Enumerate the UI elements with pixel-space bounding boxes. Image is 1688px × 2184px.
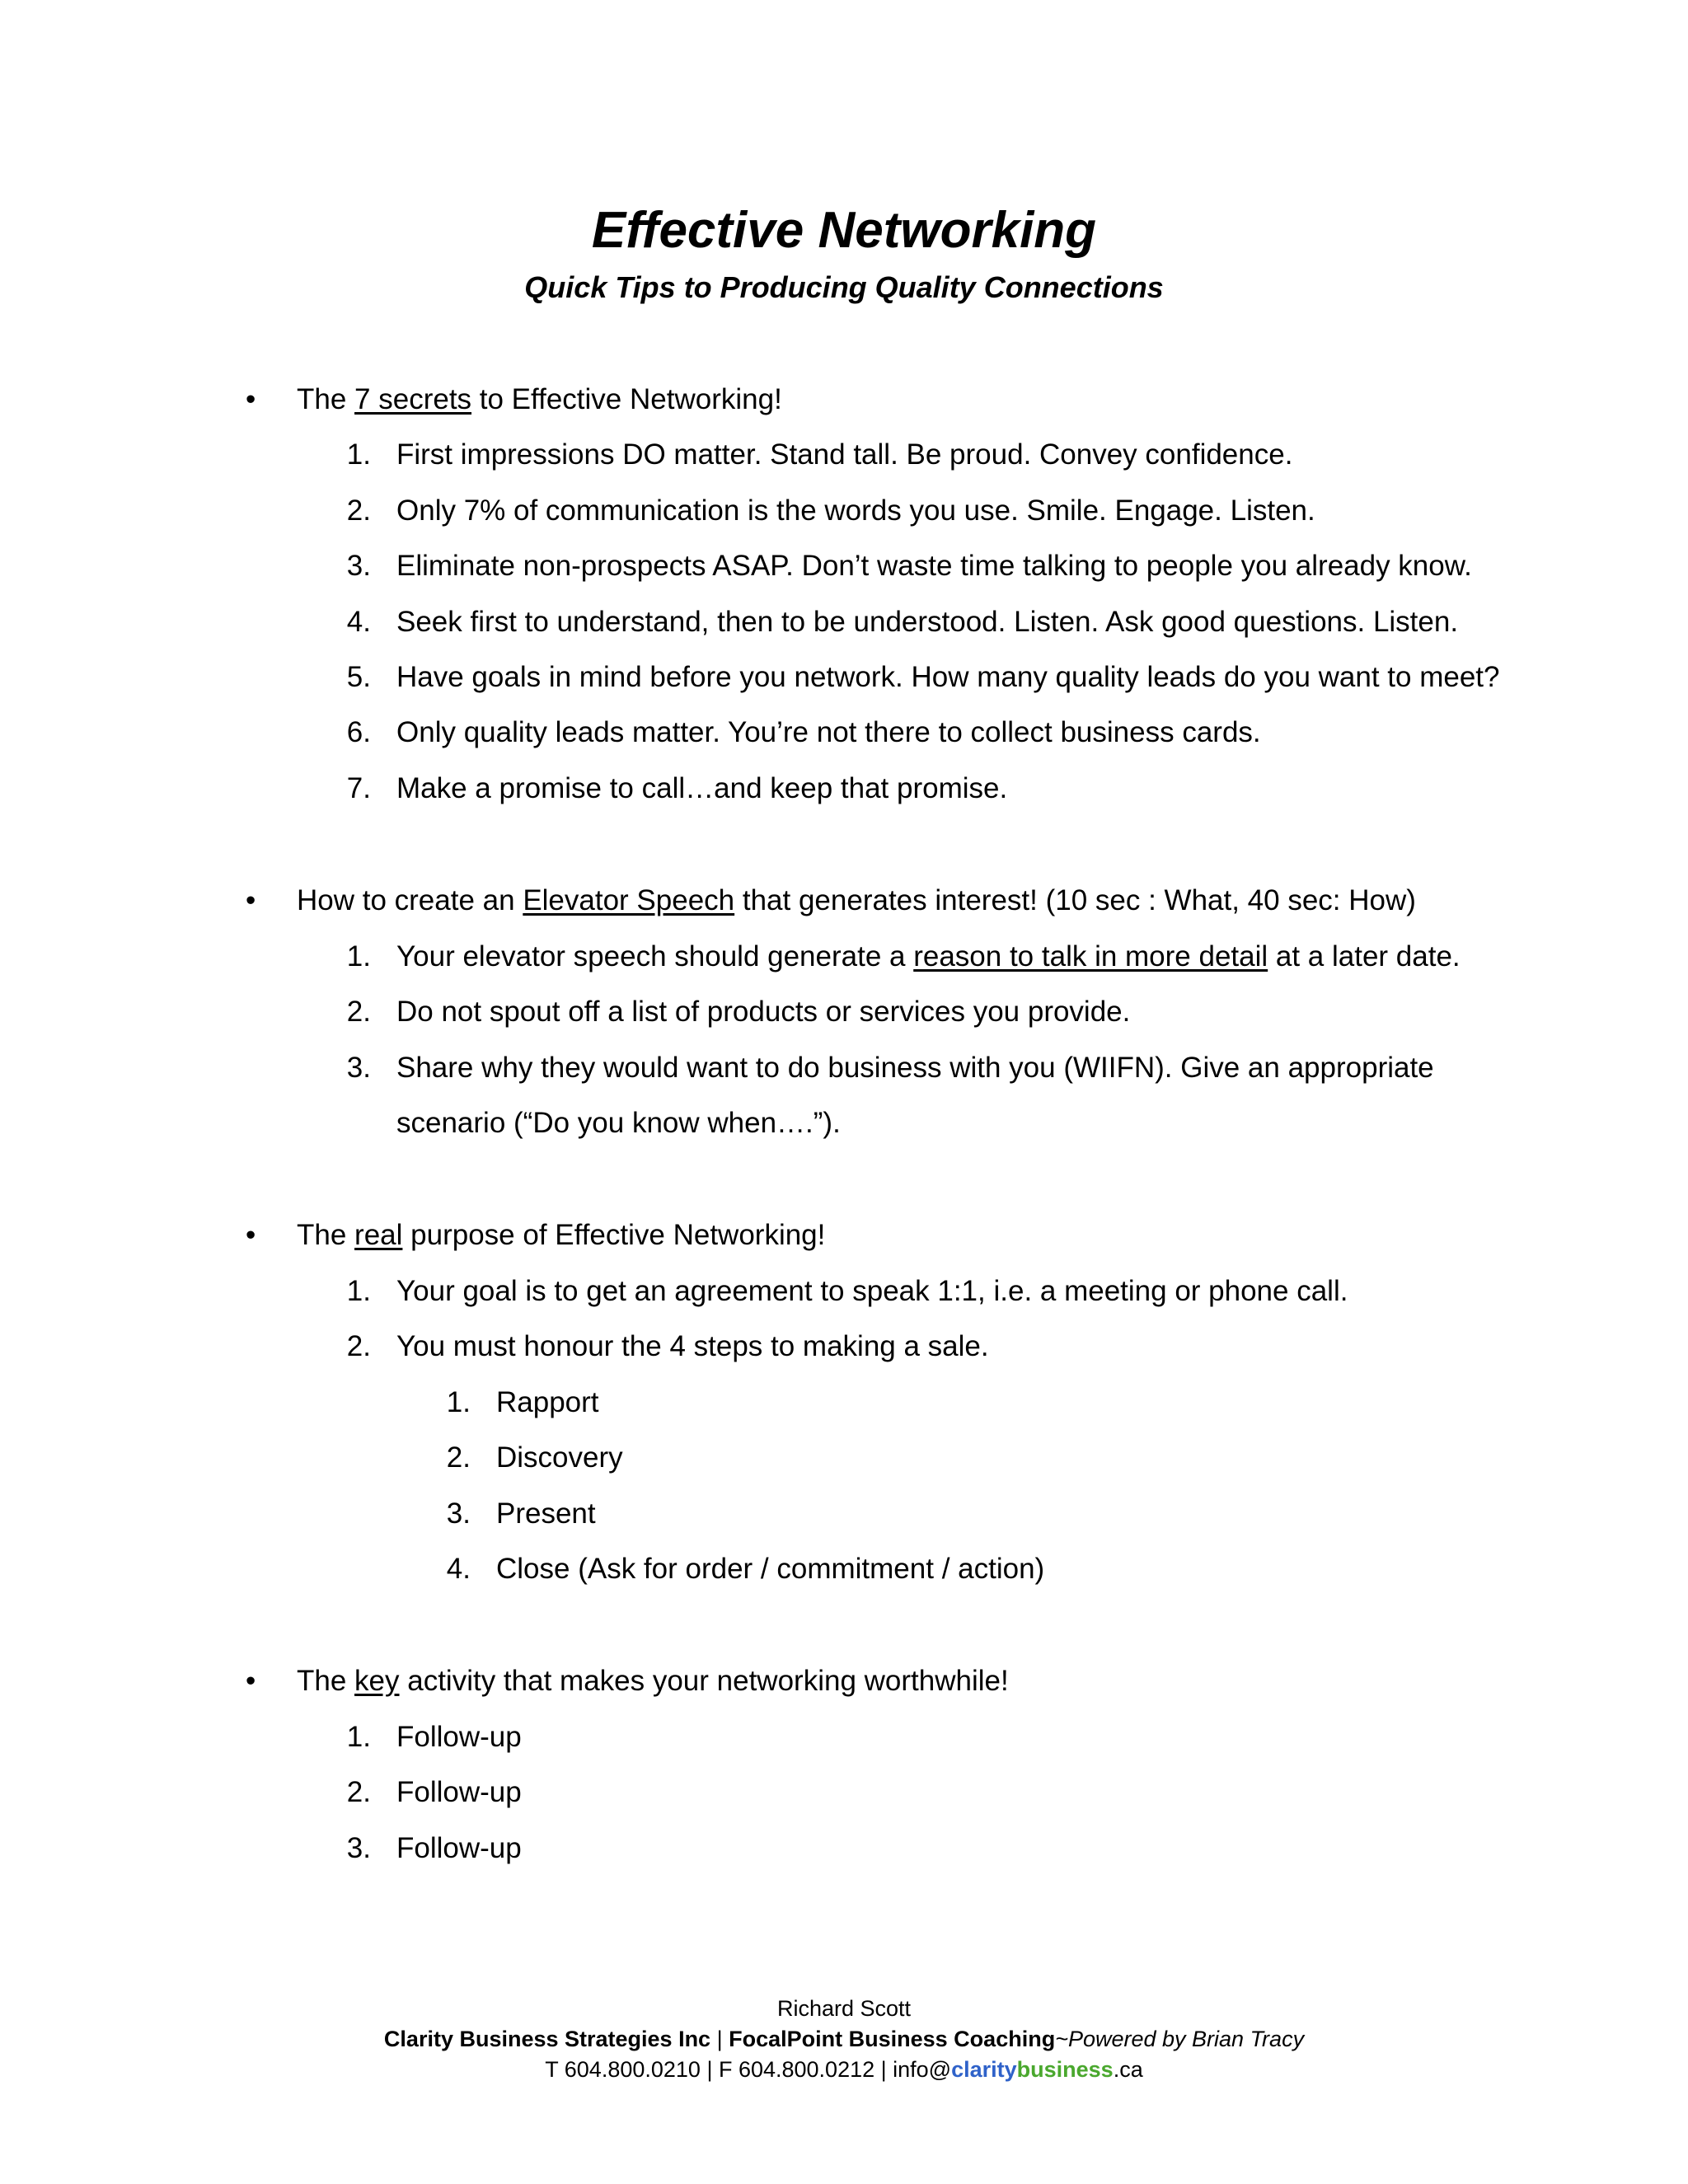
list-item: Do not spout off a list of products or services you provide. [396, 996, 1131, 1028]
sublist-item: Close (Ask for order / commitment / action) [496, 1553, 1045, 1585]
footer-company-2: FocalPoint Business Coaching [729, 2027, 1056, 2051]
sublist-number: 4. [446, 1553, 471, 1585]
sublist-number: 1. [446, 1386, 471, 1418]
list-item: Follow-up [396, 1776, 522, 1808]
list-item: Make a promise to call…and keep that promise. [396, 772, 1008, 804]
underlined-term: 7 secrets [354, 383, 472, 415]
list-number: 4. [346, 606, 371, 638]
section-heading-key-activity: The key activity that makes your networking worthwhile! [297, 1665, 1009, 1697]
list-number: 1. [346, 1275, 371, 1307]
list-item: First impressions DO matter. Stand tall. Be proud. Convey confidence. [396, 438, 1293, 471]
footer-domain-green: business [1016, 2057, 1114, 2082]
list-item: Only quality leads matter. You’re not there to collect business cards. [396, 716, 1261, 748]
list-number: 3. [346, 1832, 371, 1864]
list-number: 7. [346, 772, 371, 804]
underlined-term: reason to talk in more detail [913, 940, 1268, 972]
section-heading-elevator-speech: How to create an Elevator Speech that generates interest! (10 sec : What, 40 sec: How) [297, 884, 1416, 916]
footer-powered-by: ~Powered by Brian Tracy [1055, 2027, 1305, 2051]
list-item: Eliminate non-prospects ASAP. Don’t waste time talking to people you already know. [396, 550, 1472, 582]
page-title: Effective Networking [591, 202, 1097, 259]
list-item: Have goals in mind before you network. How many quality leads do you want to meet? [396, 661, 1500, 693]
sublist-item: Discovery [496, 1441, 623, 1474]
sublist-item: Rapport [496, 1386, 599, 1418]
list-item: Follow-up [396, 1832, 522, 1864]
list-number: 2. [346, 1776, 371, 1808]
list-number: 2. [346, 996, 371, 1028]
page-subtitle: Quick Tips to Producing Quality Connections [524, 270, 1164, 304]
sublist-number: 3. [446, 1497, 471, 1530]
list-number: 5. [346, 661, 371, 693]
list-number: 2. [346, 1330, 371, 1362]
list-item: Your goal is to get an agreement to speak 1:1, i.e. a meeting or phone call. [396, 1275, 1348, 1307]
section-heading-secrets: The 7 secrets to Effective Networking! [297, 383, 782, 415]
list-number: 3. [346, 1052, 371, 1084]
footer-company-1: Clarity Business Strategies Inc [383, 2027, 711, 2051]
list-number: 2. [346, 494, 371, 527]
list-number: 1. [346, 438, 371, 471]
list-item: Share why they would want to do business with you (WIIFN). Give an appropriate [396, 1052, 1434, 1084]
underlined-term: real [354, 1219, 403, 1251]
underlined-term: Elevator Speech [523, 884, 735, 916]
list-number: 1. [346, 1721, 371, 1753]
sublist-item: Present [496, 1497, 596, 1530]
list-item: Your elevator speech should generate a reason to talk in more detail at a later date. [396, 940, 1461, 972]
bullet-icon: • [246, 1665, 256, 1697]
list-number: 1. [346, 940, 371, 972]
list-number: 3. [346, 550, 371, 582]
underlined-term: key [354, 1665, 400, 1697]
list-item: Follow-up [396, 1721, 522, 1753]
footer-companies: Clarity Business Strategies Inc | FocalPoint Business Coaching~Powered by Brian Tracy [383, 2027, 1305, 2051]
list-item-continuation: scenario (“Do you know when….”). [396, 1107, 841, 1139]
sublist-number: 2. [446, 1441, 471, 1474]
list-item: Seek first to understand, then to be understood. Listen. Ask good questions. Listen. [396, 606, 1459, 638]
list-item: You must honour the 4 steps to making a sale. [396, 1330, 989, 1362]
bullet-icon: • [246, 383, 256, 415]
bullet-icon: • [246, 884, 256, 916]
bullet-icon: • [246, 1219, 256, 1251]
list-number: 6. [346, 716, 371, 748]
footer-name: Richard Scott [776, 1996, 912, 2021]
footer-domain-blue: clarity [951, 2057, 1017, 2082]
list-item: Only 7% of communication is the words you use. Smile. Engage. Listen. [396, 494, 1315, 527]
footer-contact: T 604.800.0210 | F 604.800.0212 | info@claritybusiness.ca [545, 2057, 1143, 2082]
section-heading-purpose: The real purpose of Effective Networking! [297, 1219, 826, 1251]
